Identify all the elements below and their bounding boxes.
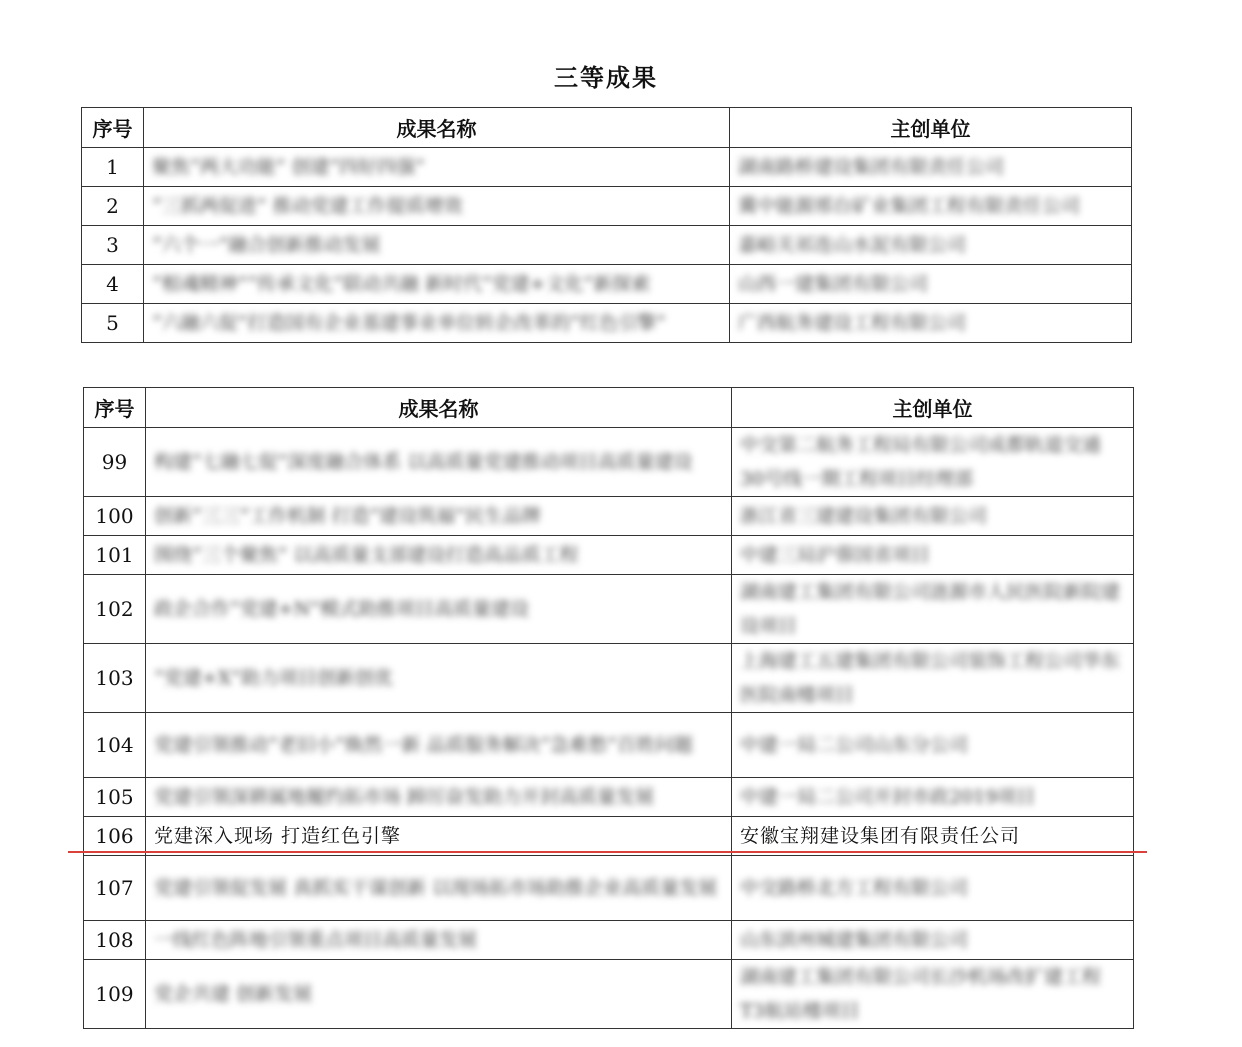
row-unit-cell [732,497,1134,536]
lead-unit: 湖南路桥建设集团有限责任公司 [738,156,1005,178]
row-unit-cell [732,428,1134,497]
row-index: 109 [84,960,146,1029]
row-index: 107 [84,856,146,921]
header-index: 序号 [84,388,146,428]
table-row [82,226,1132,265]
result-name: 党建引领推动“老旧小”焕然一新 品质服务解决“急难愁”百姓问题 [154,734,693,756]
lead-unit: 中建一局二公司开封市政2019项目 [740,786,1036,808]
row-name-cell [146,960,732,1029]
row-name-cell [146,536,732,575]
lead-unit: 冀中能源邢台矿业集团工程有限责任公司 [738,195,1081,217]
header-unit: 主创单位 [730,108,1132,148]
lead-unit: 湖南建工集团有限公司长沙机场改扩建工程T3航站楼项目 [740,966,1102,1022]
row-name-cell [146,497,732,536]
result-name: 党建深入现场 打造红色引擎 [154,825,402,847]
table-row [84,428,1134,497]
lead-unit: 山西一建集团有限公司 [738,273,929,295]
result-name: “六融六促”打造国有企业基建事业单位转企改革的“红色引擎” [152,312,666,334]
lead-unit: 安徽宝翔建设集团有限责任公司 [740,825,1021,847]
row-name-cell [144,265,730,304]
row-name-cell [144,226,730,265]
row-index: 102 [84,575,146,644]
row-index: 99 [84,428,146,497]
table-row [84,497,1134,536]
table-body-top [82,148,1132,343]
results-table-top [81,107,1132,343]
lead-unit: 上海建工五建集团有限公司装饰工程公司华东医院南楼项目 [740,650,1121,706]
row-unit-cell [732,960,1134,1029]
result-name: “党建+X”助力项目创新创优 [154,667,393,689]
header-unit: 主创单位 [732,388,1134,428]
row-unit-cell [732,644,1134,713]
header-name: 成果名称 [146,388,732,428]
row-name-cell [146,817,732,856]
results-table-bottom [83,387,1134,1029]
result-name: 党建引领深耕属地履约拓市场 踔厉奋发助力开封高质量发展 [154,786,655,808]
result-name: 聚焦“两大功能” 创建“四好四强” [152,156,425,178]
row-name-cell [146,644,732,713]
highlight-underline [68,851,1147,853]
lead-unit: 广西航务建设工程有限公司 [738,312,967,334]
row-unit-cell [730,304,1132,343]
row-unit-cell [732,856,1134,921]
lead-unit: 中交第二航务工程局有限公司成都轨道交通30号线一期工程项目经理部 [740,434,1102,490]
table-row [84,817,1134,856]
table-row [84,575,1134,644]
table-row [82,265,1132,304]
row-name-cell [146,575,732,644]
lead-unit: 山东滨州城建集团有限公司 [740,929,969,951]
row-index: 108 [84,921,146,960]
row-name-cell [146,921,732,960]
row-index: 2 [82,187,144,226]
row-name-cell [146,778,732,817]
row-unit-cell [730,265,1132,304]
result-name: 政企合作“党建+N”模式助推项目高质量建设 [154,598,529,620]
table-row [84,921,1134,960]
result-name: 党建引领促发展 真抓实干谋创新 以现场拓市场助推企业高质量发展 [154,877,718,899]
row-index: 106 [84,817,146,856]
row-name-cell [144,304,730,343]
row-index: 3 [82,226,144,265]
result-name: “六个一”融合创新推动发展 [152,234,381,256]
row-name-cell [144,187,730,226]
result-name: 围绕“三个聚焦” 以高质量支部建设打造高品质工程 [154,544,579,566]
table-row [82,304,1132,343]
lead-unit: 中交路桥北方工程有限公司 [740,877,969,899]
table-header-row [82,108,1132,148]
result-name: 构建“七融七促”深度融合体系 以高质量党建推动项目高质量建设 [154,451,693,473]
table-header-row [84,388,1134,428]
row-unit-cell [732,575,1134,644]
result-name: “三抓两促进” 推动党建工作提质增效 [152,195,463,217]
table-row [84,856,1134,921]
row-name-cell [146,428,732,497]
row-index: 101 [84,536,146,575]
row-name-cell [144,148,730,187]
row-unit-cell [730,226,1132,265]
result-name: 党企共建 创新发展 [154,983,313,1005]
header-name: 成果名称 [144,108,730,148]
row-index: 4 [82,265,144,304]
table-row [84,536,1134,575]
row-index: 100 [84,497,146,536]
table-body-bottom [84,428,1134,1029]
row-unit-cell [730,187,1132,226]
row-name-cell [146,713,732,778]
lead-unit: 中建三局沪蓉国省项目 [740,544,931,566]
row-index: 104 [84,713,146,778]
row-index: 105 [84,778,146,817]
table-row [84,644,1134,713]
result-name: “根魂精神”“传承文化”联动共融 新时代“党建+文化”新探索 [152,273,651,295]
table-row [82,187,1132,226]
lead-unit: 中建一局二公司山东分公司 [740,734,969,756]
table-row [84,778,1134,817]
table-row [82,148,1132,187]
row-index: 1 [82,148,144,187]
row-index: 5 [82,304,144,343]
lead-unit: 湖南建工集团有限公司涟源市人民医院新院建设项目 [740,581,1121,637]
table-row [84,960,1134,1029]
header-index: 序号 [82,108,144,148]
row-unit-cell [730,148,1132,187]
row-index: 103 [84,644,146,713]
row-unit-cell [732,536,1134,575]
row-unit-cell [732,713,1134,778]
row-unit-cell [732,921,1134,960]
result-name: 一线红色阵地引领重点项目高质量发展 [154,929,478,951]
row-name-cell [146,856,732,921]
table-row [84,713,1134,778]
result-name: 创新“三三”工作机制 打造“建设筑福”民生品牌 [154,505,541,527]
lead-unit: 浙江省三建建设集团有限公司 [740,505,988,527]
lead-unit: 嘉峪关祁连山水泥有限公司 [738,234,967,256]
page-title: 三等成果 [554,64,658,92]
row-unit-cell [732,778,1134,817]
row-unit-cell [732,817,1134,856]
